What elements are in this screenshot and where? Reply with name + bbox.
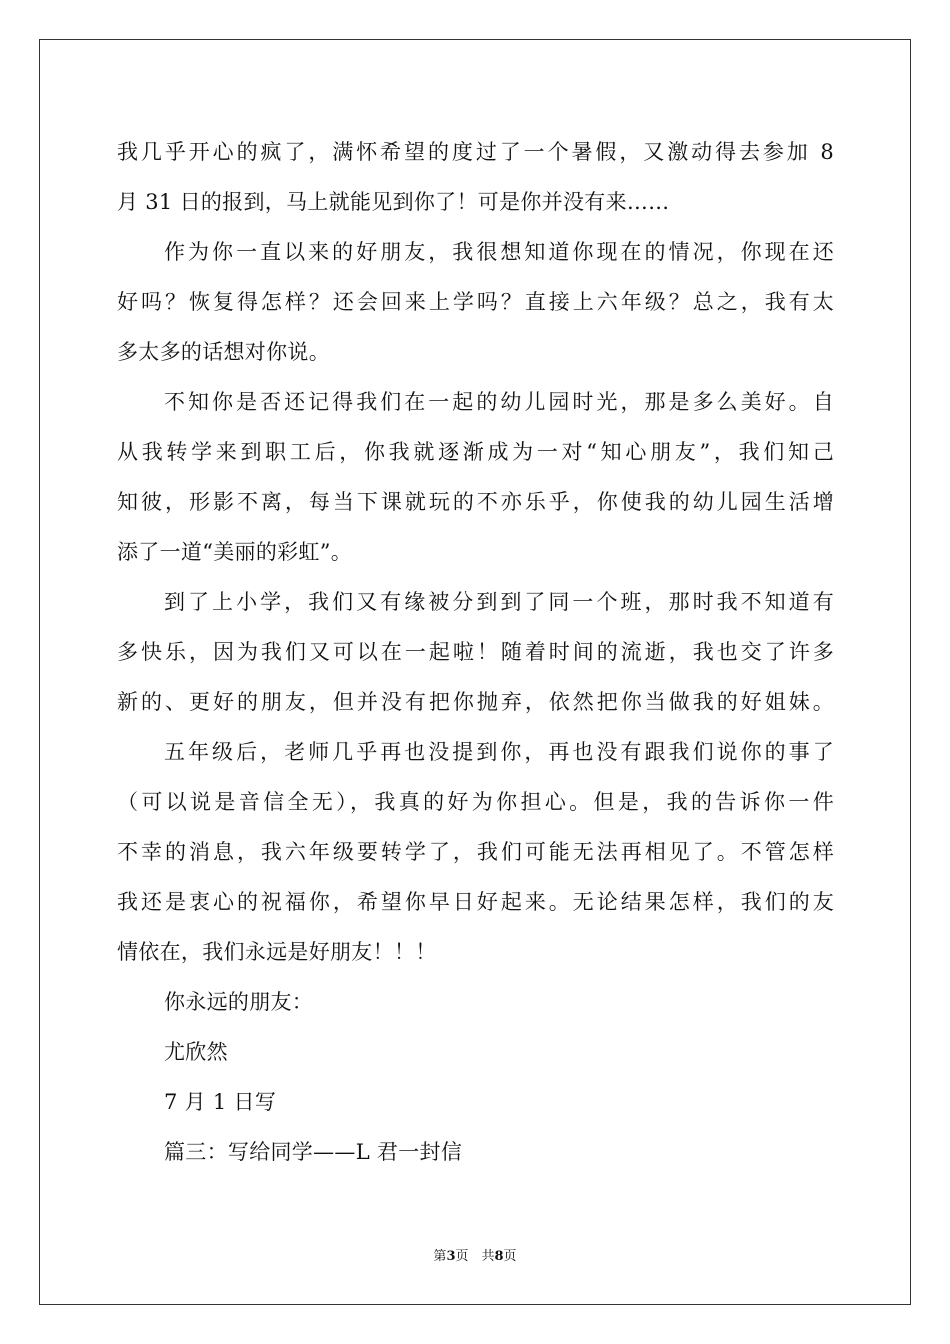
body-line: 多快乐，因为我们又可以在一起啦！随着时间的流逝，我也交了许多: [117, 640, 834, 664]
letter-date: 7 月 1 日写: [164, 1090, 277, 1114]
page-suffix: 页: [503, 1249, 517, 1264]
body-line: 到了上小学，我们又有缘被分到到了同一个班，那时我不知道有: [164, 590, 834, 614]
section-heading: 篇三：写给同学——L 君一封信: [164, 1140, 463, 1164]
body-line: 我还是衷心的祝福你，希望你早日好起来。无论结果怎样，我们的友: [117, 890, 834, 914]
body-line: 情依在，我们永远是好朋友！！！: [117, 940, 437, 964]
closing-salutation: 你永远的朋友：: [164, 990, 314, 1014]
page-current: 3: [446, 1249, 456, 1264]
body-line: 添了一道“美丽的彩虹”。: [117, 540, 353, 564]
letter-body: [117, 127, 834, 1177]
page-total: 8: [494, 1249, 504, 1264]
body-line: 作为你一直以来的好朋友，我很想知道你现在的情况，你现在还: [164, 240, 834, 264]
page-prefix: 第: [433, 1249, 447, 1264]
body-line: 不幸的消息，我六年级要转学了，我们可能无法再相见了。不管怎样: [117, 840, 834, 864]
page-footer: [0, 1245, 950, 1264]
body-line: 我几乎开心的疯了，满怀希望的度过了一个暑假，又激动得去参加 8: [117, 140, 834, 164]
body-line: 从我转学来到职工后，你我就逐渐成为一对“知心朋友”，我们知己: [117, 440, 834, 464]
body-line: 五年级后，老师几乎再也没提到你，再也没有跟我们说你的事了: [164, 740, 834, 764]
body-line: 不知你是否还记得我们在一起的幼儿园时光，那是多么美好。自: [164, 390, 834, 414]
body-line: 月 31 日的报到，马上就能见到你了！可是你并没有来……: [117, 190, 670, 214]
body-line: 新的、更好的朋友，但并没有把你抛弃，依然把你当做我的好姐妹。: [117, 690, 834, 714]
body-line: 好吗？恢复得怎样？还会回来上学吗？直接上六年级？总之，我有太: [117, 290, 834, 314]
body-line: （可以说是音信全无），我真的好为你担心。但是，我的告诉你一件: [117, 790, 834, 814]
body-line: 知彼，形影不离，每当下课就玩的不亦乐乎，你使我的幼儿园生活增: [117, 490, 834, 514]
page-mid: 页 共: [455, 1249, 495, 1264]
body-line: 多太多的话想对你说。: [117, 340, 330, 364]
signature-name: 尤欣然: [164, 1040, 228, 1064]
